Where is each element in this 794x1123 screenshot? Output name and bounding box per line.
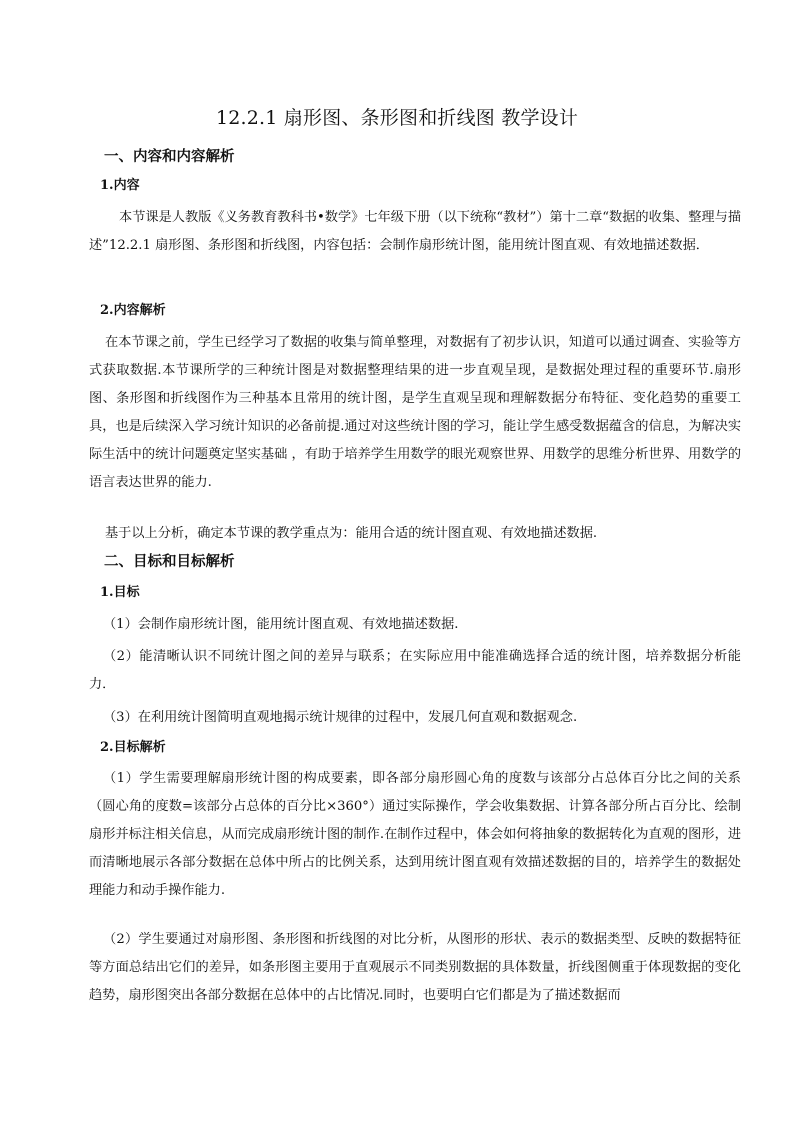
paragraph-teaching-focus: 基于以上分析，确定本节课的教学重点为：能用合适的统计图直观、有效地描述数据. bbox=[105, 526, 598, 541]
goal-item-2: （2）能清晰认识不同统计图之间的差异与联系；在实际应用中能准确选择合适的统计图，培养数据分析能力． bbox=[89, 649, 741, 692]
subheading-goal-analysis: 2.目标解析 bbox=[100, 740, 166, 755]
paragraph-content-analysis: 在本节课之前，学生已经学习了数据的收集与简单整理，对数据有了初步认识，知道可以通过调查、实验等方式获取数据.本节课所学的三种统计图是对数据整理结果的进一步直观呈现，是数据处理过程的重要环节.扇形图、条形图和折线图作为三种基本且常用的统计图，是学生直观呈现和理解数据分布特征、变化趋势的重要工具，也是后续深入学习统计知识的必备前提.通过对这些统计图的学习，能让学生感受数据蕴含的信息，为解决实际生活中的统计问题奠定坚实基础 ，有助于培养学生用数学的眼光观察世界、用数学的思维分析世界、用数学的语言表达世界的能力. bbox=[89, 335, 741, 490]
subheading-content: 1.内容 bbox=[100, 178, 140, 193]
goal-analysis-2: （2）学生要通过对扇形图、条形图和折线图的对比分析，从图形的形状、表示的数据类型、反映的数据特征等方面总结出它们的差异，如条形图主要用于直观展示不同类别数据的具体数量，折线图侧重于体现数据的变化趋势，扇形图突出各部分数据在总体中的占比情况.同时，也要明白它们都是为了描述数据而 bbox=[89, 932, 741, 1003]
goal-analysis-1: （1）学生需要理解扇形统计图的构成要素，即各部分扇形圆心角的度数与该部分占总体百分比之间的关系（圆心角的度数=该部分占总体的百分比×360°）通过实际操作，学会收集数据、计算各部分所占百分比、绘制扇形并标注相关信息，从而完成扇形统计图的制作.在制作过程中，体会如何将抽象的数据转化为直观的图形，进而清晰地展示各部分数据在总体中所占的比例关系，达到用统计图直观有效描述数据的目的，培养学生的数据处理能力和动手操作能力. bbox=[89, 771, 741, 898]
paragraph-content: 本节课是人教版《义务教育教科书•数学》七年级下册（以下统称“教材”）第十二章“数据的收集、整理与描述”12.2.1 扇形图、条形图和折线图，内容包括：会制作扇形统计图，能用统计图直观、有效地描述数据． bbox=[89, 210, 741, 253]
goal-item-3: （3）在利用统计图简明直观地揭示统计规律的过程中，发展几何直观和数据观念. bbox=[103, 710, 578, 725]
document-title: 12.2.1 扇形图、条形图和折线图 教学设计 bbox=[215, 107, 579, 129]
section-heading-content: 一、内容和内容解析 bbox=[104, 148, 235, 165]
section-heading-goals: 二、目标和目标解析 bbox=[104, 553, 235, 570]
subheading-content-analysis: 2.内容解析 bbox=[100, 303, 166, 318]
subheading-goals: 1.目标 bbox=[100, 585, 140, 600]
goal-item-1: （1）会制作扇形统计图，能用统计图直观、有效地描述数据. bbox=[103, 617, 459, 632]
